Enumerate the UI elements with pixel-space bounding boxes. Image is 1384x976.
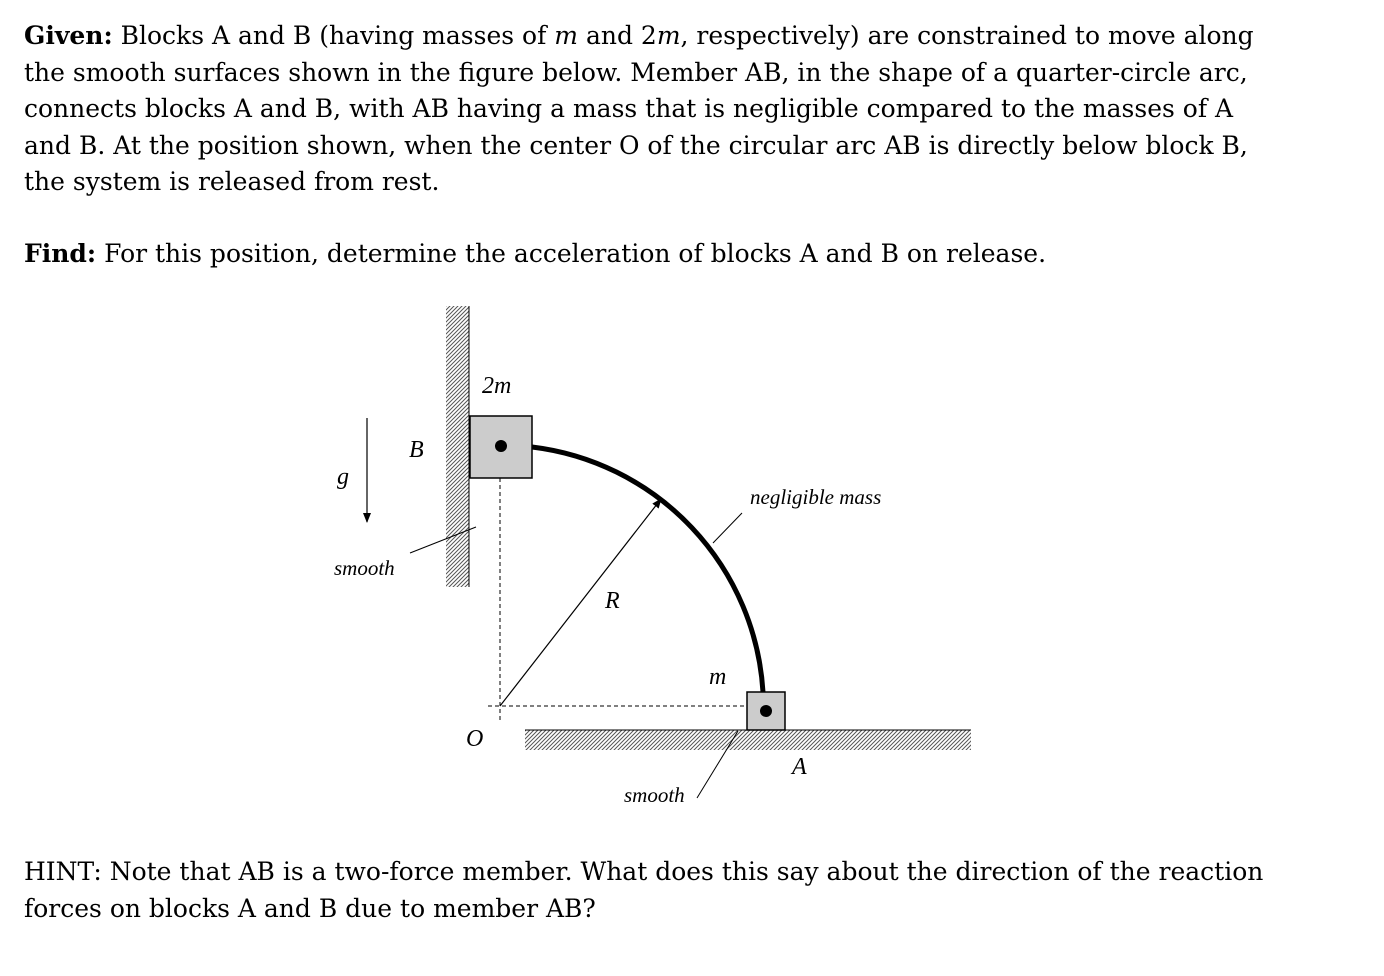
given-text-1: Blocks A and B (having masses of: [112, 21, 555, 50]
label-g: g: [337, 464, 349, 490]
label-b: B: [409, 437, 424, 463]
negligible-mass-leader: [713, 513, 742, 543]
label-r: R: [605, 588, 620, 614]
hint-paragraph: HINT: Note that AB is a two-force member. What does this say about the direction of the reaction forces on blocks A and B due to member AB?: [24, 857, 1264, 923]
radius-arrow: [500, 499, 661, 706]
block-a-center-dot: [760, 705, 772, 717]
horizontal-floor: [525, 730, 971, 750]
find-text: For this position, determine the acceleration of blocks A and B on release.: [96, 239, 1047, 268]
given-text-2: and 2: [578, 21, 657, 50]
given-mass-symbol-2: m: [656, 21, 681, 50]
find-label: Find:: [24, 239, 97, 268]
arc-member-ab: [532, 447, 763, 692]
label-a: A: [792, 754, 807, 780]
label-m: m: [709, 664, 727, 690]
label-o: O: [466, 726, 484, 752]
label-negligible-mass: negligible mass: [750, 485, 882, 509]
label-smooth-wall: smooth: [334, 556, 395, 580]
label-2m: 2m: [482, 373, 512, 399]
given-mass-symbol: m: [554, 21, 578, 50]
given-text-3: , respectively) are constrained to move along the smooth surfaces shown in the figure below. Member AB, in the shape of a quarter-circle arc, connects blocks A and B, with AB having a mass that is negligible compared to the masses of A and B. At the position shown, when the center O of the circular arc AB is directly below block B, the system is released from rest.: [24, 21, 1254, 196]
label-smooth-floor: smooth: [624, 783, 685, 807]
block-b-center-dot: [495, 440, 507, 452]
given-label: Given:: [24, 21, 113, 50]
vertical-wall: [446, 306, 469, 587]
